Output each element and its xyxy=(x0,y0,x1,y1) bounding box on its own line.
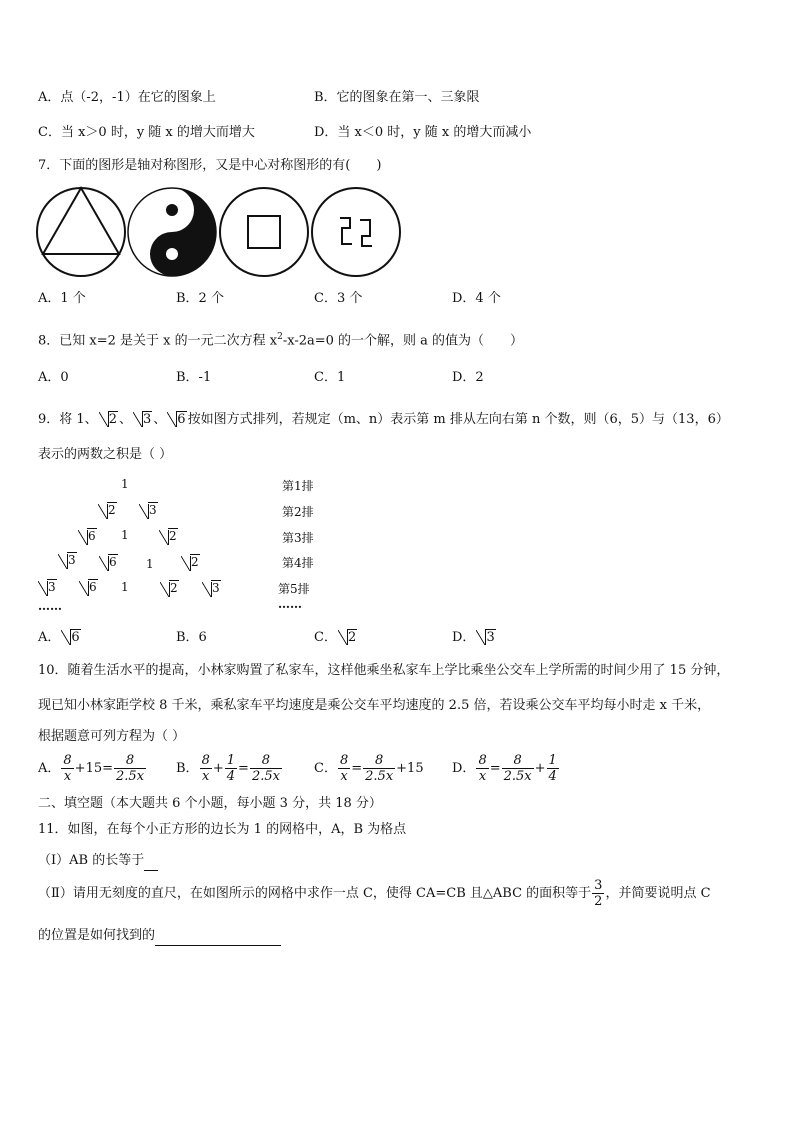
cell-5-3: 1 xyxy=(121,580,129,594)
q7-figures xyxy=(30,182,420,282)
cell-5-5: 3 xyxy=(201,581,222,595)
cell-4-1: 3 xyxy=(57,553,78,567)
q8-option-a: A．0 xyxy=(38,370,69,385)
q7-option-a: A．1 个 xyxy=(38,291,86,306)
q11-part3: 的位置是如何找到的 xyxy=(38,927,281,946)
cell-5-2: 6 xyxy=(78,580,99,594)
q7-option-b: B．2 个 xyxy=(176,291,224,306)
q9-option-a: A． 6 xyxy=(38,630,80,645)
triangle-ellipsis: …… xyxy=(38,599,62,613)
q9-option-d: D． 3 xyxy=(452,630,495,645)
q9-stem: 9．将 1、 2 、 3 、 6 按如图方式排列，若规定（m、n）表示第 m 排从左向右第 n 个数，则（6，5）与（13，6） xyxy=(38,412,729,427)
sqrt-3: 3 xyxy=(133,411,152,429)
answer-blank-1[interactable] xyxy=(144,852,158,871)
sqrt-6: 6 xyxy=(167,411,186,429)
q11-stem: 11．如图，在每个小正方形的边长为 1 的网格中，A，B 为格点 xyxy=(38,822,407,837)
q10-stem-line1: 10．随着生活水平的提高，小林家购置了私家车，这样他乘坐私家车上学比乘坐公交车上学所需的时间少用了 15 分钟， xyxy=(38,663,730,678)
q8-option-d: D．2 xyxy=(452,370,484,385)
q10-option-a: A． $\frac{8}{x}$ +15= $\frac{8}{2.5x}$ xyxy=(38,753,145,784)
q9-option-c: C． 2 xyxy=(314,630,357,645)
cell-4-4: 2 xyxy=(180,555,201,569)
q8-option-c: C．1 xyxy=(314,370,346,385)
cell-2-1: 2 xyxy=(97,503,118,517)
circle-square-figure xyxy=(220,188,308,276)
cell-5-1: 3 xyxy=(37,580,58,594)
row-label-1: 第1排 xyxy=(282,479,314,493)
q8-stem: 8．已知 x=2 是关于 x 的一元二次方程 $x^2-x-2a=0$ 的一个解，则 a 的值为（ ） xyxy=(38,332,524,349)
sqrt-2: 2 xyxy=(99,411,118,429)
section-heading: 二、填空题（本大题共 6 个小题，每小题 3 分，共 18 分） xyxy=(38,796,382,811)
q8-option-b: B．-1 xyxy=(176,370,212,385)
yin-yang-figure xyxy=(128,188,216,276)
q11-part2: （Ⅱ）请用无刻度的直尺，在如图所示的网格中求作一点 C，使得 CA=CB 且△ABC 的面积等于 $\frac{3}{2}$ ，并简要说明点 C xyxy=(38,878,711,909)
q6-option-a: A．点（-2，-1）在它的图象上 xyxy=(38,90,216,105)
cell-5-4: 2 xyxy=(159,581,180,595)
cell-3-1: 6 xyxy=(77,529,98,543)
q9-stem-line2: 表示的两数之积是（ ） xyxy=(38,447,173,462)
q7-option-d: D．4 个 xyxy=(452,291,501,306)
circle-pattern-figure xyxy=(312,188,400,276)
cell-4-2: 6 xyxy=(98,555,119,569)
q10-stem-line3: 根据题意可列方程为（ ） xyxy=(38,729,186,744)
q7-stem: 7．下面的图形是轴对称图形，又是中心对称图形的有( ) xyxy=(38,158,382,173)
row-label-2: 第2排 xyxy=(282,505,314,519)
cell-3-2: 1 xyxy=(121,528,129,542)
cell-1-1: 1 xyxy=(121,477,129,491)
q10-option-d: D． $\frac{8}{x}$ = $\frac{8}{2.5x}$ + $\frac{1}{4}$ xyxy=(452,753,557,784)
q6-option-b: B．它的图象在第一、三象限 xyxy=(314,90,480,105)
q6-option-c: C．当 x＞0 时，y 随 x 的增大而增大 xyxy=(38,125,255,140)
q10-stem-line2: 现已知小林家距学校 8 千米，乘私家车平均速度是乘公交车平均速度的 2.5 倍，若设乘公交车平均每小时走 x 千米， xyxy=(38,698,711,713)
circle-triangle-figure xyxy=(37,188,125,276)
row-label-4: 第4排 xyxy=(282,556,314,570)
q10-option-c: C． $\frac{8}{x}$ = $\frac{8}{2.5x}$ +15 xyxy=(314,753,424,784)
q10-option-b: B． $\frac{8}{x}$ + $\frac{1}{4}$ = $\frac{8}{2.5x}$ xyxy=(176,753,280,784)
q9-option-b: B．6 xyxy=(176,630,207,645)
q11-part1: （Ⅰ）AB 的长等于 xyxy=(38,852,158,871)
answer-blank-2[interactable] xyxy=(155,927,281,946)
q6-option-d: D．当 x＜0 时，y 随 x 的增大而减小 xyxy=(314,125,532,140)
row-label-ellipsis: …… xyxy=(278,597,302,611)
cell-2-2: 3 xyxy=(138,503,159,517)
row-label-5: 第5排 xyxy=(278,582,310,596)
row-label-3: 第3排 xyxy=(282,531,314,545)
q7-option-c: C．3 个 xyxy=(314,291,363,306)
cell-4-3: 1 xyxy=(146,557,154,571)
cell-3-3: 2 xyxy=(158,529,179,543)
